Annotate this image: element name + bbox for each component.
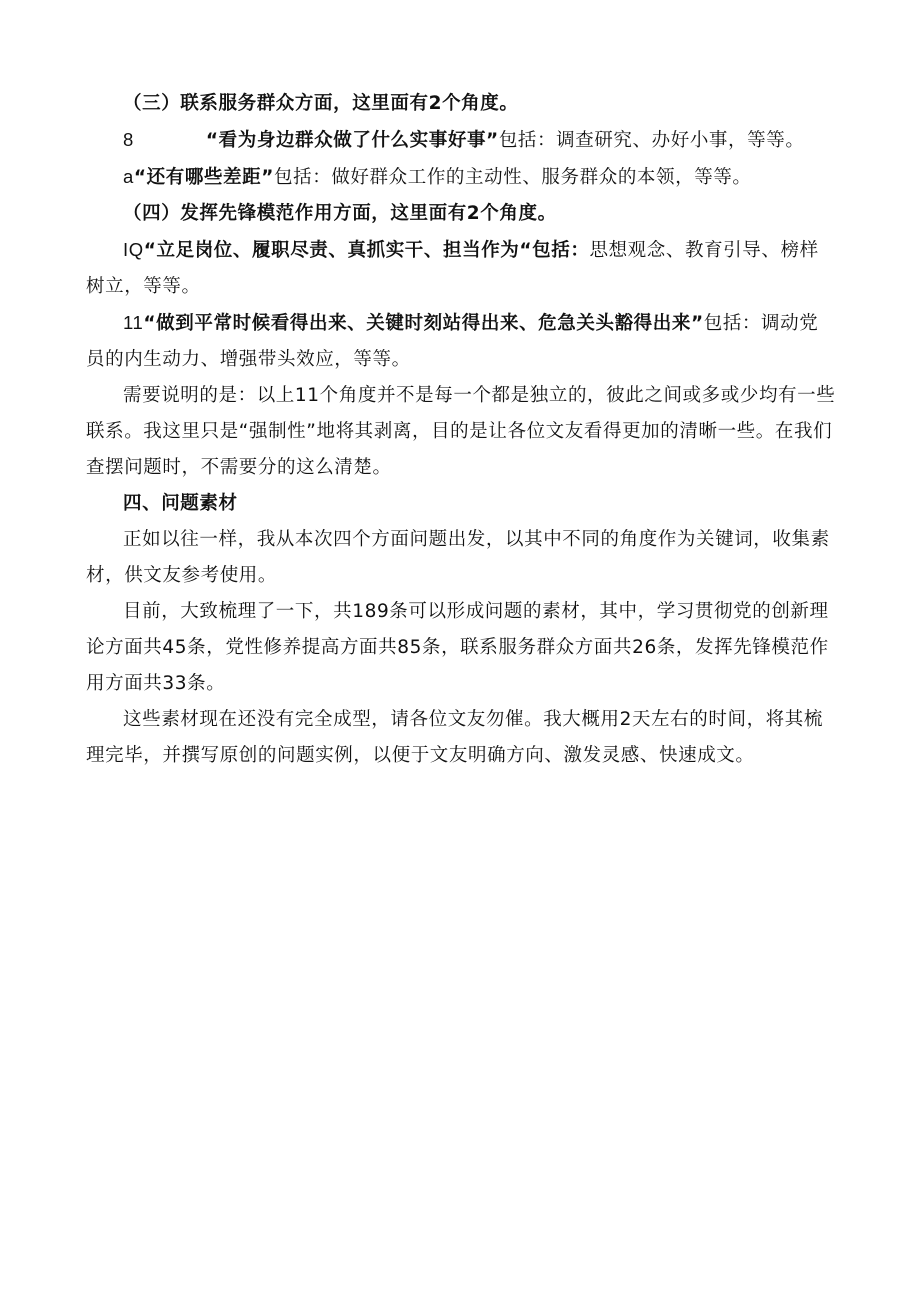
angle-number: IQ [123, 239, 144, 260]
angle-title: “做到平常时候看得出来、关键时刻站得出来、危急关头豁得出来” [143, 313, 704, 334]
angle-title: “还有哪些差距” [133, 167, 275, 188]
section-heading-4: （四）发挥先锋模范作用方面，这里面有2个角度。 [123, 203, 557, 224]
angle-title: “看为身边群众做了什么实事好事” [205, 130, 499, 151]
angle-number: 11 [123, 312, 144, 333]
section-heading-materials: 四、问题素材 [123, 493, 238, 514]
angle-detail: 思想观念、教育引导、榜样树立，等等。 [86, 240, 819, 297]
note-paragraph: 需要说明的是：以上11个角度并不是每一个都是独立的，彼此之间或多或少均有一些联系。我这里只是“强制性”地将其剥离，目的是让各位文友看得更加的清晰一些。在我们查摆问题时，不需要分的这么清楚。 [86, 385, 836, 478]
materials-intro-paragraph: 正如以往一样，我从本次四个方面问题出发，以其中不同的角度作为关键词，收集素材，供文友参考使用。 [86, 529, 830, 586]
angle-number: a [123, 166, 134, 187]
angle-detail: 包括：调查研究、办好小事，等等。 [498, 130, 805, 151]
materials-status-paragraph: 这些素材现在还没有完全成型，请各位文友勿催。我大概用2天左右的时间，将其梳理完毕，并撰写原创的问题实例，以便于文友明确方向、激发灵感、快速成文。 [86, 709, 823, 766]
angle-item-9 [86, 159, 836, 196]
angle-item-8 [86, 122, 836, 159]
angle-item-11 [86, 305, 836, 378]
angle-detail: 包括：做好群众工作的主动性、服务群众的本领，等等。 [274, 167, 752, 188]
materials-count-paragraph: 目前，大致梳理了一下，共189条可以形成问题的素材，其中，学习贯彻党的创新理论方面共45条，党性修养提高方面共85条，联系服务群众方面共26条，发挥先锋模范作用方面共33条。 [86, 601, 829, 694]
angle-detail: 包括：调动党员的内生动力、增强带头效应，等等。 [86, 313, 819, 370]
angle-item-10 [86, 232, 836, 305]
section-heading-3: （三）联系服务群众方面，这里面有2个角度。 [123, 93, 519, 114]
angle-number: 8 [123, 129, 134, 150]
document-body [86, 86, 836, 774]
angle-title: “立足岗位、履职尽责、真抓实干、担当作为“包括： [143, 240, 590, 261]
